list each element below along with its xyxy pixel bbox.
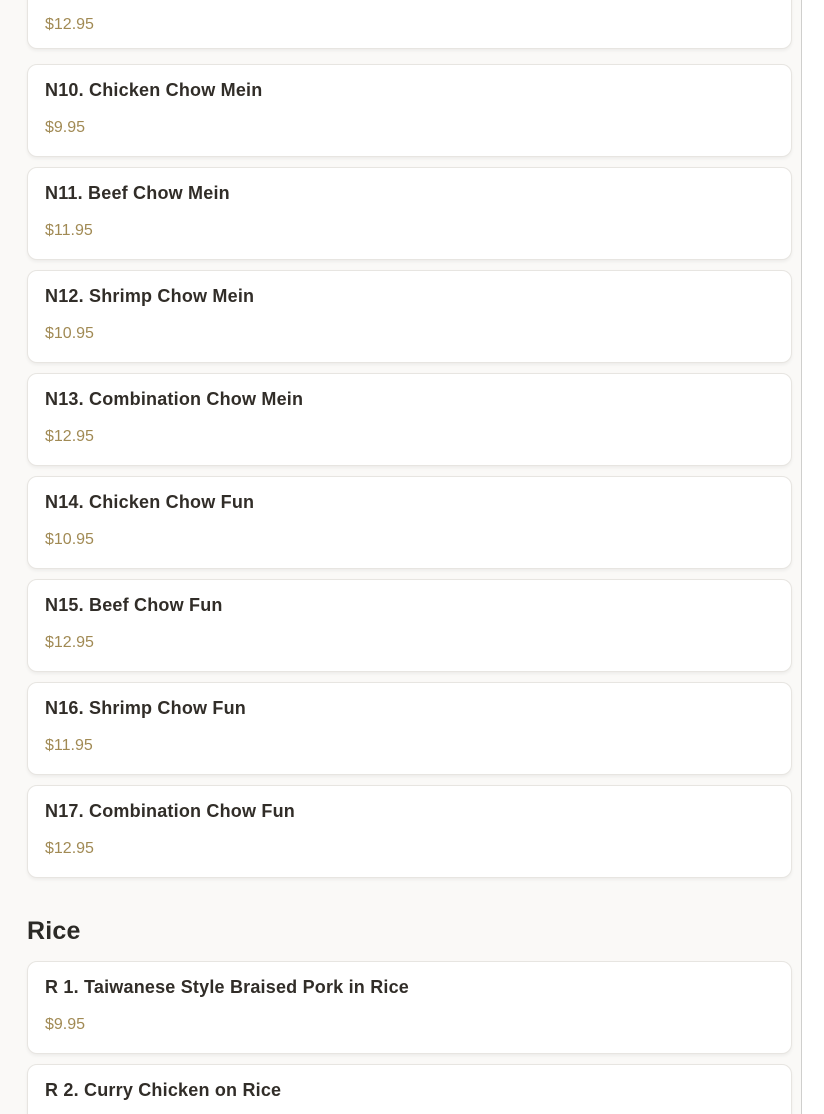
menu-item-price: $12.95: [45, 634, 94, 651]
menu-item-name: N16. Shrimp Chow Fun: [45, 698, 247, 718]
menu-item-card[interactable]: [27, 1064, 792, 1114]
menu-item-name: N14. Chicken Chow Fun: [45, 492, 255, 512]
menu-item-card[interactable]: [27, 476, 792, 569]
menu-item-price: $12.95: [45, 16, 94, 33]
menu-item-card[interactable]: [27, 961, 792, 1054]
scrollbar-track[interactable]: [801, 0, 824, 1114]
menu-item-card-clipped[interactable]: [27, 0, 792, 49]
menu-item-name: N17. Combination Chow Fun: [45, 801, 295, 821]
menu-item-price: $11.95: [45, 737, 93, 754]
menu-item-card[interactable]: [27, 64, 792, 157]
menu-item-card[interactable]: [27, 579, 792, 672]
menu-item-name: N15. Beef Chow Fun: [45, 595, 223, 615]
menu-item-name: N10. Chicken Chow Mein: [45, 80, 263, 100]
menu-item-card[interactable]: [27, 270, 792, 363]
menu-item-price: $11.95: [45, 222, 93, 239]
menu-item-price: $9.95: [45, 1016, 86, 1033]
section-heading-rice: Rice: [27, 917, 81, 945]
menu-item-name: N13. Combination Chow Mein: [45, 389, 304, 409]
menu-item-card[interactable]: [27, 682, 792, 775]
menu-item-name: N12. Shrimp Chow Mein: [45, 286, 255, 306]
menu-item-name: N11. Beef Chow Mein: [45, 183, 230, 203]
menu-item-price: $12.95: [45, 840, 94, 857]
menu-item-card[interactable]: [27, 167, 792, 260]
menu-item-price: $12.95: [45, 428, 94, 445]
menu-item-price: $9.95: [45, 119, 86, 136]
menu-item-price: $10.95: [45, 325, 94, 342]
menu-item-price: $10.95: [45, 531, 94, 548]
menu-item-name: R 1. Taiwanese Style Braised Pork in Rice: [45, 977, 410, 997]
menu-item-card[interactable]: [27, 785, 792, 878]
menu-item-card[interactable]: [27, 373, 792, 466]
menu-item-name: R 2. Curry Chicken on Rice: [45, 1080, 282, 1100]
